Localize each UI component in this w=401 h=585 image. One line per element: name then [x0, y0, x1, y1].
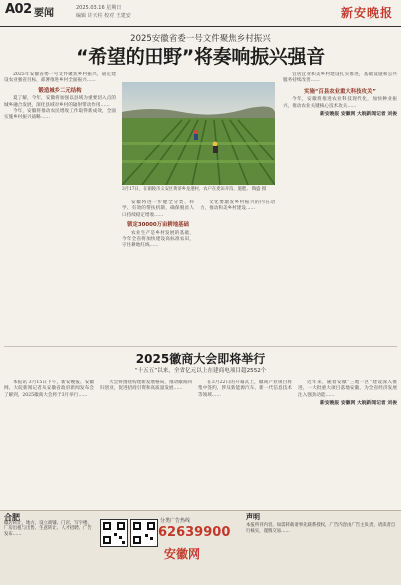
story2-subhead: “十五五”以来，全省亿元以上在建商电项目超2552个 [134, 368, 267, 374]
classified-ad-strip [0, 510, 401, 585]
story1-headline: “希望的田野”将奏响振兴强音 [76, 46, 325, 68]
story2-headline: 2025徽商大会即将举行 [135, 352, 266, 366]
story1-photo [122, 82, 275, 185]
story2-column-1 [4, 380, 94, 506]
paragraph: 近年来，随着安徽“三地一区”建设深入推进，一大批重大项目落地安徽，为全省经济发展注入强劲动能…… [298, 380, 397, 398]
story1-column-2 [122, 200, 194, 347]
story2-column-2 [100, 380, 192, 506]
paragraph: 文化要激发乡村振兴的内在动力，推动和美乡村建设…… [200, 200, 275, 212]
paragraph: 宜居宜业和美乡村建设扎实推进，基础设施和公共服务持续改善…… [283, 72, 397, 84]
publication-date: 2025.03.16 星期日 [76, 5, 122, 11]
story2-column-3 [198, 380, 292, 506]
story1-section-title-2: 锁定30000万亩耕地基础 [127, 222, 189, 229]
story1-byline: 新安晚报 安徽网 大皖新闻记者 刘俊 [320, 112, 397, 118]
story1-section-title-1: 锻造城乡二元结构 [38, 87, 82, 94]
paragraph: 在3月22日的开幕式上，徽商产业项目将集中签约，涉及新能源汽车、新一代信息技术等领域…… [198, 380, 292, 398]
ad-phone-label: 分类广告热线 [160, 518, 191, 524]
story1-subhead: 2025安徽省委一号文件聚焦乡村振兴 [130, 34, 271, 44]
ad-right-text: 本报所刊内容，如需转载请事先联系授权，广告内容由广告主负责，请读者自行核实，谨慎交易…… [246, 522, 396, 534]
page-number: A02 [5, 2, 32, 17]
story1-photo-caption: 3月17日，在铜陵市义安区黄浒乡龙港村，农户在麦田开沟、施肥。 陶盛 摄 [122, 187, 267, 192]
paragraph: 农业生产是乡村发展的基础，今年全省将加快建设高标准农田，守住耕地红线…… [122, 230, 194, 249]
ad-left-block [4, 515, 92, 581]
paragraph: 安徽将进一步健全分类、科学、有效的帮扶机制，确保脱贫人口持续稳定增收…… [122, 200, 194, 218]
ad-right-brand: 声明 [246, 513, 260, 521]
story1-column-4 [283, 72, 397, 347]
qr-code-icon [100, 519, 128, 547]
ad-brand-logo: 安徽网 [164, 547, 201, 561]
section-divider [4, 346, 397, 347]
ad-left-text: 徽店转让，地方，设立商铺、门店、写字楼、厂房出租与出售、生意转让、人才招聘、广告发布…… [4, 520, 92, 537]
story1-section-title-3: 实施“百县农业重大科技攻关” [304, 88, 376, 95]
editor-credit: 编辑 许天柱 校对 王建安 [76, 13, 131, 19]
story1-column-1 [4, 72, 116, 347]
story2-column-4 [298, 380, 397, 506]
qr-code-icon [130, 519, 158, 547]
story2-byline: 新安晚报 安徽网 大皖新闻记者 刘俊 [320, 401, 397, 407]
ad-left-brand: 合肥 [4, 513, 20, 522]
paragraph: 今年，安徽将推动农民增收工作取得新成效，全面实施乡村振兴战略…… [4, 109, 116, 121]
paragraph: 本报讯 3月15日下午，新安晚报、安徽网、大皖新闻记者从安徽省政府新闻发布会了解到，2025徽商大会将于3月举行…… [4, 380, 94, 398]
ad-right-block [246, 515, 396, 581]
story1-column-3 [200, 200, 275, 347]
paragraph: 2025年安徽省委一号文件聚焦乡村振兴，锚定建设农业强省目标，部署推进乡村全面振兴…… [4, 72, 116, 84]
paragraph: 今年，安徽将推进农业科技现代化，加快种业振兴，推动农业关键核心技术攻关…… [283, 97, 397, 109]
field-photo-illustration [122, 82, 275, 185]
ad-phone-number: 62639900 [158, 525, 231, 540]
paragraph: 夏了解，今年，安徽将加强以县域为重要切入点的城乡融合发展，深化县域对乡村的辐射带动作用…… [4, 96, 116, 108]
paragraph: 大会将围绕构建新发展格局，推动徽商回归创业，促进招商引资和高质量发展…… [100, 380, 192, 392]
section-label: 要闻 [34, 8, 54, 19]
newspaper-logo: 新安晚报 [340, 6, 393, 20]
masthead [0, 0, 401, 27]
